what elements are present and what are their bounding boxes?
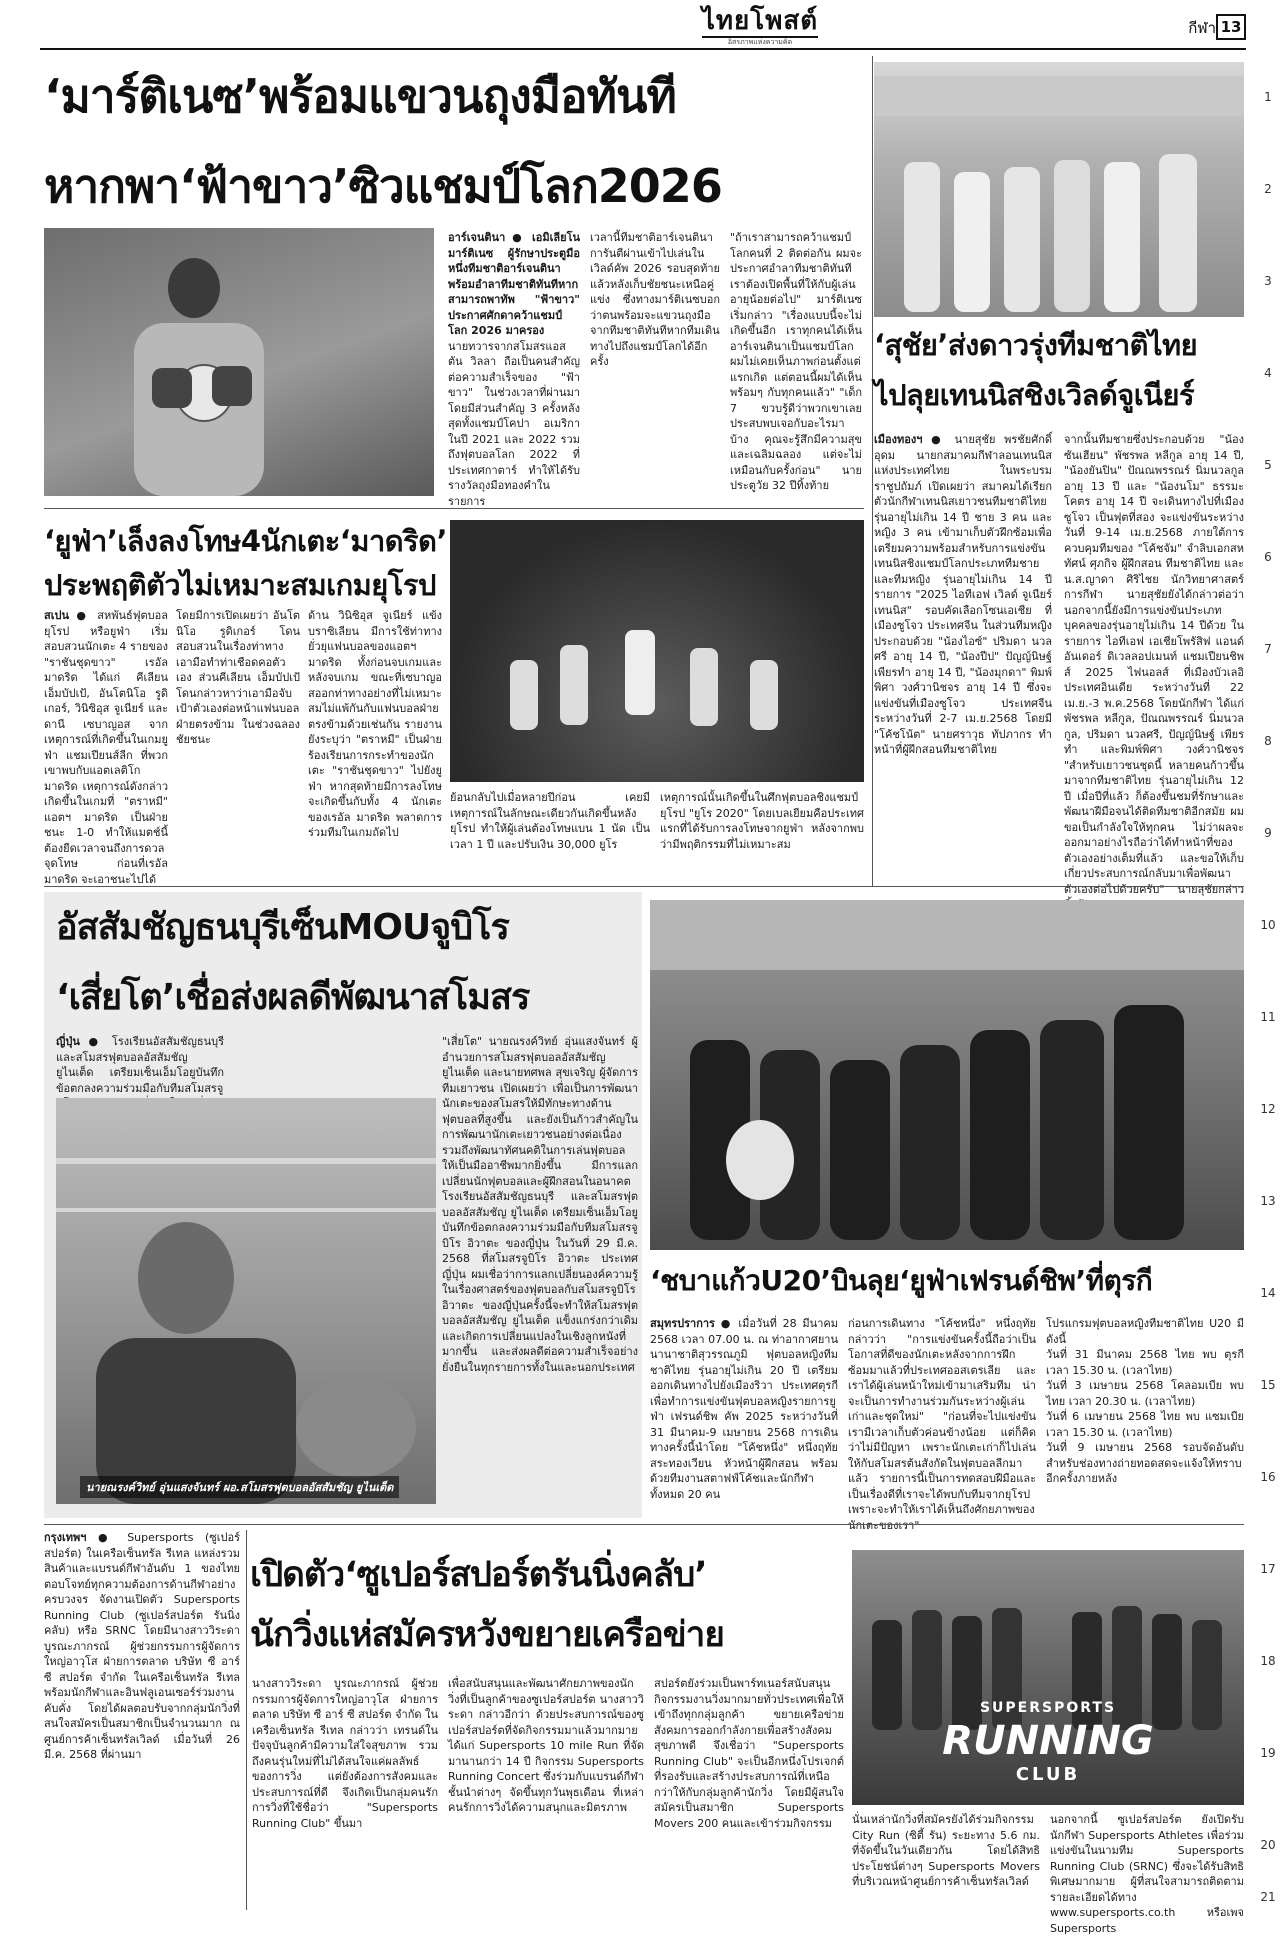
story4-headline-line2: ‘เสี่ยโต’เชื่อส่งผลดีพัฒนาสโมสร [56, 977, 530, 1018]
story6-body: นางสาววิระดา บูรณะภากรณ์ ผู้ช่วยกรรมการผู้จัดการใหญ่อาวุโส ฝ่ายการตลาด บริษัท ซี อาร์ ซี สปอร์ต จำกัด ในเครือเซ็นทรัล รีเทล กล่าวว่า เทรนด์ในปัจจุบันลูกค้ามีความใส่ใจสุขภาพ รวมถึงคนรุ่นใหม่ที่ไม่ได้สนใจแค่ผลลัพธ์ของการวิ่ง แต่ยังต้องการสังคมและประสบการณ์ที่ดี จึงเกิดเป็นกลุ่มคนรักการวิ่งที่ใช้ชื่อว่า "Supersports Running Club" ขึ้นมา [252, 1677, 438, 1830]
masthead-rule [40, 48, 1246, 50]
story5-headline: ‘ชบาแก้วU20’บินลุย‘ยูฟ่าเฟรนด์ชิพ’ที่ตุรกี [650, 1264, 1153, 1297]
newspaper-logo: ไทยโพสต์ [701, 6, 819, 36]
story6-headline-line1: เปิดตัว‘ซูเปอร์สปอร์ตรันนิ่งคลับ’ [250, 1555, 707, 1595]
masthead [520, 6, 1000, 46]
story1-quote: "เด็ก 7 ขวบรู้ดีว่าพวกเขาเลยประสบพบเจอกับอะไรมาบ้าง คุณจะรู้สึกมีความสุขและเฉลิมฉลอง แต่จะไม่เหมือนกับครั้งก่อน" นายประตูวัย 32 ปีทิ้งท้าย [730, 386, 863, 492]
story2-body: ย้อนกลับไปเมื่อหลายปีก่อน เคยมีเหตุการณ์ในลักษณะเดียวกันเกิดขึ้นหลังยุโรป ทำให้ผู้เล่นต้องโทษแบน 1 นัด เป็นเวลา 1 ปี และปรับเงิน 30,000 ยูโร [450, 791, 650, 851]
story2-column-4 [450, 790, 650, 874]
ruler-mark: 1 [1264, 90, 1272, 104]
ruler-mark: 21 [1260, 1890, 1276, 1904]
story3-photo-tennis-team [874, 62, 1244, 317]
team-airport-illustration [650, 900, 1244, 1250]
supersports-logo-text: SUPERSPORTS [979, 1700, 1117, 1716]
story5-column-2 [848, 1316, 1036, 1532]
story6-column-6 [1050, 1812, 1244, 1935]
story3-column-1: เมืองทองฯ ● นายสุชัย พรชัยศักดิ์ อุดม นายกสมาคมกีฬาลอนเทนนิสแห่งประเทศไทย ในพระบรมราชูปถัมภ์ เปิดเผยว่า สมาคมได้เรียกตัวนักกีฬาเทนนิสเยาวชนทีมชาติไทย รุ่นอายุไม่เกิน 14 ปี ชาย 3 คน และหญิง 3 คน เข้ามาเก็บตัวฝึกซ้อมเพื่อเตรียมความพร้อมสำหรับการแข่งขันเทนนิสชิงแชมป์โลกประเภททีมชายและทีมหญิง รุ่นอายุไม่เกิน 14 ปี รายการ "2025 ไอทีเอฟ เวิลด์ จูเนียร์ เทนนิส" รอบคัดเลือกโซนเอเชีย ที่เมืองซูโจว ประเทศจีน ในส่วนทีมหญิง ประกอบด้วย "น้องไอซ์" ปริมดา นวลศรี อายุ 14 ปี, "น้องปีป" ปัญญ์นิษฐ์ เพียรทำ อายุ 14 ปี, "น้องมุกดา" พิมพ์พิศา วงศ์วานิชจร อายุ 14 ปี ซึ่งจะแข่งขันที่เมืองซูโจว ประเทศจีน ระหว่างวันที่ 2-7 เม.ย.2568 โดยมี "โค้ชโน้ต" นายศราวุธ ทัปภากร ทำหน้าที่ผู้ฝึกสอนทีมชาติไทย [874, 433, 1052, 756]
director-illustration [56, 1098, 436, 1504]
story6-column-3 [448, 1676, 644, 1910]
story3-body: จากนั้นทีมชายซึ่งประกอบด้วย "น้องซันเฮียน" พัชรพล หลีกูล อายุ 14 ปี, "น้องยันปิน" ปัณณพรรณร์ นิ่มนวลกูล อายุ 13 ปี และ "น้องนโม" ธรรมะโคตร อายุ 14 ปี จะเดินทางไปที่เมืองซูโจว เป็นฟุตที่สอง จะแข่งขันระหว่างวันที่ 9-14 เม.ย.2568 ภายใต้การควบคุมทีมของ "โค้ชจัม" จำลิบเอกสหทัศน์ ศุภกิจ ผู้ฝึกสอน ทีมชาติไทย และ น.ส.ญาดา ศิริไชย นักวิทยาศาสตร์การกีฬา [1064, 433, 1244, 601]
story5-column-3 [1046, 1316, 1244, 1516]
story3-dateline: เมืองทองฯ [874, 433, 923, 446]
story3-headline-line2: ไปลุยเทนนิสชิงเวิลด์จูเนียร์ [874, 378, 1195, 412]
story2-headline-line2: ประพฤติตัวไม่เหมาะสมเกมยุโรป [44, 568, 436, 602]
ruler-mark: 2 [1264, 182, 1272, 196]
story5-column-1: สมุทรปราการ ● เมื่อวันที่ 28 มีนาคม 2568 เวลา 07.00 น. ณ ท่าอากาศยานนานาชาติสุวรรณภูมิ ฟุตบอลหญิงทีมชาติไทย รุ่นอายุไม่เกิน 20 ปี เตรียมออกเดินทางไปยังเมืองริวา ประเทศตุรกี เพื่อทำการแข่งขันฟุตบอลหญิงรายการยูฟ่า เฟรนด์ชิพ คัพ 2025 ระหว่างวันที่ 31 มีนาคม-9 เมษายน 2568 การเดินทางครั้งนี้นำโดย "โค้ชหนึ่ง" หนึ่งฤทัย สระทองเวียน หัวหน้าผู้ฝึกสอน พร้อมด้วยทีมงานสตาฟฟ์โค้ชและนักกีฬาทั้งหมด 20 คน [650, 1317, 838, 1501]
section-rule [44, 1524, 1244, 1525]
story6-body: สปอร์ตยังร่วมเป็นพาร์ทเนอร์สนับสนุนกิจกรรมงานวิ่งมากมายทั่วประเทศเพื่อให้เข้าถึงทุกกลุ่มลูกค้า ขยายเครือข่ายสังคมการออกกำลังกายเพื่อสร้างสังคมสุขภาพดี จึงเชื่อว่า "Supersports Running Club" จะเป็นอีกหนึ่งโปรเจกต์ที่รองรับและสร้างประสบการณ์ที่เหนือกว่าให้กับกลุ่มลูกค้านักวิ่ง โดยมีผู้สนใจสมัครเป็นสมาชิก Supersports Movers 200 คนและเข้าร่วมกิจกรรม [654, 1677, 844, 1830]
story5-dateline: สมุทรปราการ [650, 1317, 715, 1330]
ruler-mark: 14 [1260, 1286, 1276, 1300]
tennis-team-illustration [874, 62, 1244, 317]
story2-dateline: สเปน [44, 609, 69, 622]
ruler-mark: 18 [1260, 1654, 1276, 1668]
column-rule [246, 1530, 247, 1910]
story2-body: เหตุการณ์ดังกล่าวเกิดขึ้นในเกมที่ "ตราหมี" แอตฯ มาดริด เป็นฝ่ายชนะ 1-0 ทำให้แมตช์นี้ต้องยืดเวลาจนถึงการดวลจุดโทษ ก่อนที่เรอัล มาดริด จะเอาชนะไปได้ [44, 779, 168, 886]
story5-body: เมื่อวันที่ 28 มีนาคม 2568 เวลา 07.00 น. ณ ท่าอากาศยานนานาชาติสุวรรณภูมิ ฟุตบอลหญิงทีมชาติไทย รุ่นอายุไม่เกิน 20 ปี เตรียมออกเดินทางไปยังเมืองริวา ประเทศตุรกี เพื่อทำการแข่งขันฟุตบอลหญิงรายการยูฟ่า เฟรนด์ชิพ คัพ 2025 ระหว่างวันที่ 31 มีนาคม-9 เมษายน 2568 [650, 1317, 838, 1439]
story6-dateline: กรุงเทพฯ [44, 1531, 87, 1544]
story2-column-1: สเปน ● สหพันธ์ฟุตบอลยุโรป หรือยูฟ่า เริ่มสอบสวนนักเตะ 4 รายของ "ราชันชุดขาว" เรอัล มาดริด ได้แก่ คีเลียน เอ็มบัปเป้, อันโตนิโอ รูดิเกอร์, วินิซิอุส จูเนียร์ และดานี เซบาญอส จากเหตุการณ์ที่เกิดขึ้นในเกมยูฟ่า แชมเปียนส์ลีก ที่พวกเขาพบกับแอตเลติโก มาดริด เหตุการณ์ดังกล่าวเกิดขึ้นในเกมที่ "ตราหมี" แอตฯ มาดริด เป็นฝ่ายชนะ 1-0 ทำให้แมตช์นี้ต้องยืดเวลาจนถึงการดวลจุดโทษ ก่อนที่เรอัล มาดริด จะเอาชนะไปได้ [44, 609, 168, 886]
story1-body: เวลานี้ทีมชาติอาร์เจนตินาการันตีผ่านเข้าไปเล่นในเวิลด์คัพ 2026 รอบสุดท้ายแล้วหลังเก็บชัยชนะเหนือคู่แข่ง ซึ่งทางมาร์ติเนซบอกว่าตนพร้อมจะแขวนถุงมือจากทีมชาติทันทีหากทีมเดินทางไปถึงแชมป์โลกได้อีกครั้ง [590, 231, 720, 368]
story4-column-2 [442, 1034, 638, 1504]
ruler-mark: 15 [1260, 1378, 1276, 1392]
story5-body: "ก่อนที่จะไปแข่งขันเรามีเวลาเก็บตัวค่อนข้างน้อย แต่ก็คิดว่าไม่มีปัญหา เพราะนักเตะเก่าก็ไปเล่นให้กับสโมสรต้นสังกัดในฟุตบอลลีกมาแล้ว รายการนี้เป็นการทดสอบฝีมือและเป็นเรื่องดีที่เราจะได้พบกับทีมจากยุโรป เพราะจะทำให้เราได้เห็นถึงศักยภาพของนักเตะของเรา" [848, 1410, 1036, 1532]
story2-photo-celebration [450, 520, 864, 782]
story3-headline-line1: ‘สุชัย’ส่งดาวรุ่งทีมชาติไทย [874, 328, 1198, 362]
section-label: กีฬา [1188, 19, 1216, 37]
story4-body: โรงเรียนอัสสัมชัญธนบุรี และสโมสรฟุตบอลอัสสัมชัญ ยูไนเต็ด เตรียมเซ็นเอ็มโอยูบันทึกข้อตกลงความร่วมมือกับทีมสโมสรจู [56, 1035, 224, 1095]
story1-headline-line1: ‘มาร์ติเนซ’พร้อมแขวนถุงมือทันที [44, 69, 676, 123]
story6-body: เพื่อสนับสนุนและพัฒนาศักยภาพของนักวิ่งที่เป็นลูกค้าของซูเปอร์สปอร์ต นางสาววิระดา กล่าวอีกว่า ด้วยประสบการณ์ของซูเปอร์สปอร์ตที่จัดกิจกรรมมาแล้วมากมาย ได้แก่ Supersports 10 mile Run ที่จัดมานานกว่า 14 ปี กิจกรรม Supersports Running Concert ซึ่งร่วมกับแบรนด์กีฬาชั้นนำต่างๆ จัดขึ้นทุกวันพุธเดือน ที่เหล่าคนรักการวิ่งได้ความสนุกและมิตรภาพ [448, 1677, 644, 1814]
story2-headline-line1: ‘ยูฟ่า’เล็งลงโทษ4นักเตะ‘มาดริด’ [44, 524, 447, 558]
story1-quote: "ถ้าเราสามารถคว้าแชมป์โลกคนที่ 2 ติดต่อกัน ผมจะประกาศอำลาทีมชาติทันที เราต้องเปิดพื้นที่ให้กับผู้เล่นอายุน้อยต่อไป" มาร์ติเนซเริ่มกล่าว [730, 231, 862, 322]
story5-schedule-item: วันที่ 6 เมษายน 2568 ไทย พบ แซมเบีย เวลา 15.30 น. (เวลาไทย) [1046, 1410, 1244, 1439]
masthead-tagline: อิสรภาพแห่งความคิด [727, 38, 793, 46]
story1-dateline: อาร์เจนตินา [448, 231, 506, 244]
ruler-mark: 4 [1264, 366, 1272, 380]
section-rule [44, 886, 1244, 887]
story4-dateline: ญี่ปุ่น [56, 1035, 80, 1048]
story1-lead: เอมิเลียโน มาร์ติเนซ ผู้รักษาประตูมือหนึ่งทีมชาติอาร์เจนตินา พร้อมอำลาทีมชาติทันทีหากสามารถพาทัพ "ฟ้าขาว" ประกาศศักดาคว้าแชมป์โลก 2026 มาครอง [448, 231, 580, 337]
story1-headline-line2: หากพา‘ฟ้าขาว’ซิวแชมป์โลก2026 [44, 159, 722, 213]
ruler-mark: 6 [1264, 550, 1272, 564]
story2-body: รายงานยังระบุว่า "ตราหมี" เป็นฝ่ายร้องเรียนการกระทำของนักเตะ "ราชันชุดขาว" ไปยังยูฟ่า หากสุดท้ายมีการลงโทษจะเกิดขึ้นกับทั้ง 4 นักเตะของเรอัล มาดริด พลาดการร่วมทีมในเกมถัดไป [308, 717, 442, 839]
ruler-mark: 9 [1264, 826, 1272, 840]
story3-body: ในส่วนทีมหญิง ประกอบด้วย "น้องไอซ์" ปริมดา นวลศรี อายุ 14 ปี, "น้องปีป" ปัญญ์นิษฐ์ เพียรทำ อายุ 14 ปี, "น้องมุกดา" พิมพ์พิศา วงศ์วานิชจร อายุ 14 ปี ซึ่งจะแข่งขันที่เมืองซูโจว ประเทศจีน ระหว่างวันที่ 2-7 เม.ย.2568 โดยมี "โค้ชโน้ต" นายศราวุธ ทัปภากร ทำหน้าที่ผู้ฝึกสอนทีมชาติไทย [874, 619, 1052, 756]
running-logo-text: RUNNING [942, 1718, 1154, 1764]
story4-headline-line1: อัสสัมชัญธนบุรีเซ็นMOUจูบิโร [56, 907, 509, 948]
column-rule [872, 56, 873, 886]
ruler-mark: 10 [1260, 918, 1276, 932]
story5-photo-team-airport [650, 900, 1244, 1250]
ruler-mark: 17 [1260, 1562, 1276, 1576]
page-number: 13 [1216, 14, 1246, 40]
players-illustration [450, 520, 864, 782]
story3-column-2 [1064, 432, 1244, 896]
story4-column-1: ญี่ปุ่น ● โรงเรียนอัสสัมชัญธนบุรี และสโมสรฟุตบอลอัสสัมชัญ ยูไนเต็ด เตรียมเซ็นเอ็มโอยูบันทึกข้อตกลงความร่วมมือกับทีมสโมสรจู [56, 1034, 224, 1092]
story6-column-2 [252, 1676, 438, 1910]
ruler-mark: 8 [1264, 734, 1272, 748]
story6-body: นอกจากนี้ ซูเปอร์สปอร์ต ยังเปิดรับนักกีฬา Supersports Athletes เพื่อร่วมแข่งขันในนามทีม Supersports Running Club (SRNC) ซึ่งจะได้รับสิทธิพิเศษมากมาย ผู้ที่สนใจสามารถติดตามรายละเอียดได้ทาง www.supersports.co.th หรือเพจ Supersports [1050, 1813, 1244, 1935]
story5-schedule-item: วันที่ 9 เมษายน 2568 รอบจัดอันดับ สำหรับช่องทางถ่ายทอดสดจะแจ้งให้ทราบอีกครั้งภายหลัง [1046, 1441, 1244, 1485]
story6-column-5 [852, 1812, 1040, 1910]
story4-body: "เสี่ยโต" นายณรงค์วิทย์ อุ่นแสงจันทร์ ผู้อำนวยการสโมสรฟุตบอลอัสสัมชัญ ยูไนเต็ด และนายทศพล สุขเจริญ ผู้จัดการทีมเยาวชน เปิดเผยว่า เพื่อเป็นการพัฒนานักเตะของสโมสรให้มีทักษะทางด้านฟุตบอลที่สูงขึ้น และยังเป็นก้าวสำคัญในการพัฒนานักเตะเยาวชนอย่างต่อเนื่อง รวมถึงพัฒนาทัศนคติในการเล่นฟุตบอลให้เป็นมืออาชีพมากยิ่งขึ้น มีการแลกเปลี่ยนนักฟุตบอลและผู้ฝึกสอนในอนาคต โรงเรียนอัสสัมชัญธนบุรี และสโมสรฟุตบอลอัสสัมชัญ ยูไนเต็ด เตรียมเซ็นเอ็มโอยูบันทึกข้อตกลงความร่วมมือกับทีมสโมสรจูบิโร อิวาตะ ของญี่ปุ่น ในวันที่ 29 มี.ค. 2568 ที่สโมสรจูบิโร อิวาตะ ประเทศญี่ปุ่น [442, 1035, 638, 1281]
story4-photo-caption: นายณรงค์วิทย์ อุ่นแสงจันทร์ ผอ.สโมสรฟุตบอลอัสสัมชัญ ยูไนเต็ด [80, 1476, 399, 1498]
story2-body: ด้าน วินิซิอุส จูเนียร์ แข้งบราซิเลียน มีการใช้ท่าทางยั่วยุแฟนบอลของแอตฯ มาดริด ทั้งก่อนจบเกมและหลังจบเกม ขณะที่เซบาญอสออกท่าทางอย่างที่ไม่เหมาะสมไม่แพ้กันกับแฟนบอลฝ่ายตรงข้ามด้วยเช่นกัน [308, 609, 442, 731]
story6-photo-running-club [852, 1550, 1244, 1805]
section-rule [44, 508, 864, 509]
story2-body: โดยมีการเปิดเผยว่า อันโตนิโอ รูดิเกอร์ โดนสอบสวนในเรื่องท่าทางเอามือทำท่าเชือดคอตัวเอง ส่วนคีเลียน เอ็มบัปเป้โดนกล่าวหาว่าเอามือจับเป้าตัวเองต่อหน้าแฟนบอลฝ่ายตรงข้าม ในช่วงฉลองชัยชนะ [176, 609, 300, 746]
story5-body: ก่อนการเดินทาง "โค้ชหนึ่ง" หนึ่งฤทัย กล่าวว่า "การแข่งขันครั้งนี้ถือว่าเป็นโอกาสที่ดีของนักเตะหลังจากการฝึกซ้อมมาแล้วที่ประเทศออสเตรเลีย และเราได้ผู้เล่นหน้าใหม่เข้ามาเสริมทีม น่าจะเป็นการทำงานร่วมกันระหว่างผู้เล่นเก่าและชุดใหม่" [848, 1317, 1036, 1423]
story1-column-3 [730, 230, 862, 498]
story5-schedule-item: วันที่ 3 เมษายน 2568 โคลอมเบีย พบ ไทย เวลา 20.30 น. (เวลาไทย) [1046, 1379, 1244, 1408]
ruler-mark: 16 [1260, 1470, 1276, 1484]
story4-photo-director [56, 1098, 436, 1504]
ruler-mark: 7 [1264, 642, 1272, 656]
story6-headline-line2: นักวิ่งแห่สมัครหวังขยายเครือข่าย [250, 1615, 724, 1655]
ruler-mark: 20 [1260, 1838, 1276, 1852]
story2-column-2 [176, 608, 300, 873]
story6-body: Supersports (ซูเปอร์สปอร์ต) ในเครือเซ็นทรัล รีเทล แหล่งรวมสินค้าและแบรนด์กีฬาอันดับ 1 ของไทย ตอบโจทย์ทุกความต้องการด้านกีฬาอย่างครบวงจร จัดงานเปิดตัว Supersports Running Club (ซูเปอร์สปอร์ต รันนิ่ง คลับ) หรือ SRNC โดยมีนางสาววิระดา บูรณะภากรณ์ ผู้ช่วยกรรมการผู้จัดการใหญ่อาวุโส ฝ่ายการตลาด บริษัท ซี อาร์ ซี สปอร์ต จำกัด ในเครือเซ็นทรัล รีเทล พร้อมนักกีฬาและอินฟลูเอนเซอร์ร่วมงานคับคั่ง โดยได้ผลตอบรับจากกลุ่มนักวิ่งที่สนใจสมัครเป็นสมาชิกเป็นจำนวนมาก ณ ศูนย์การค้าเซ็นทรัลเวิลด์ เมื่อวันที่ 26 มี.ค. 2568 ที่ผ่านมา [44, 1531, 241, 1761]
story3-body: "สำหรับเยาวชนชุดนี้ หลายคนก้าวขึ้นมาจากทีมชาติไทย รุ่นอายุไม่เกิน 12 ปี เมื่อปีที่แล้ว ก็ต้องขึ้นชมที่รักษาและพัฒนาฝีมือจนได้ติดทีมชาติอีกสมัย ผมขอเป็นกำลังใจให้ทุกคน ไม่ว่าผลจะออกมาอย่างไรถือว่าได้ทำหน้าที่ของตัวเองอย่างเต็มที่แล้ว และขอให้เก็บเกี่ยวประสบการณ์กลับมาเพื่อพัฒนาตัวเองต่อไปด้วยครับ" นายสุชัยกล่าว [1064, 758, 1244, 896]
story2-body: เหตุการณ์นั้นเกิดขึ้นในศึกฟุตบอลชิงแชมป์ยุโรป "ยูโร 2020" โดยเบลเยียมคือประเทศแรกที่ได้รับการลงโทษจากยูฟ่า หลังจากพบว่ามีพฤติกรรมที่ไม่เหมาะสม [660, 791, 864, 851]
story2-body: สหพันธ์ฟุตบอลยุโรป หรือยูฟ่า เริ่มสอบสวนนักเตะ 4 รายของ "ราชันชุดขาว" เรอัล มาดริด ได้แก่ คีเลียน เอ็มบัปเป้, อันโตนิโอ รูดิเกอร์, วินิซิอุส จูเนียร์ และดานี เซบาญอส จากเหตุการณ์ที่เกิดขึ้นในเกมยูฟ่า แชมเปียนส์ลีก ที่พวกเขาพบกับแอตเลติโก มาดริด [44, 609, 168, 793]
ruler-mark: 3 [1264, 274, 1272, 288]
story5-schedule-item: วันที่ 31 มีนาคม 2568 ไทย พบ ตุรกี เวลา 15.30 น. (เวลาไทย) [1046, 1348, 1244, 1377]
story1-column-1: อาร์เจนตินา ● เอมิเลียโน มาร์ติเนซ ผู้รักษาประตูมือหนึ่งทีมชาติอาร์เจนตินา พร้อมอำลาทีมชาติทันทีหากสามารถพาทัพ "ฟ้าขาว" ประกาศศักดาคว้าแชมป์โลก 2026 มาครอง นายทวารจากสโมสรแอสตัน วิลลา ถือเป็นคนสำคัญต่อความสำเร็จของ "ฟ้าขาว" ในช่วงเวลาที่ผ่านมา โดยมีส่วนสำคัญ 3 ครั้งหลังสุดทั้งแชมป์โคปา อเมริกา ในปี 2021 และ 2022 รวมถึงฟุตบอลโลก 2022 ที่ประเทศกาตาร์ ทำให้ได้รับรางวัลถุงมือทองคำในรายการ [448, 231, 580, 508]
club-logo-text: CLUB [1015, 1764, 1081, 1785]
story1-photo-goalkeeper [44, 228, 434, 496]
ruler-mark: 5 [1264, 458, 1272, 472]
story1-body: นายทวารจากสโมสรแอสตัน วิลลา ถือเป็นคนสำคัญต่อความสำเร็จของ "ฟ้าขาว" ในช่วงเวลาที่ผ่านมา โดยมีส่วนสำคัญ 3 ครั้งหลังสุดทั้งแชมป์โคปา อเมริกา ในปี 2021 และ 2022 รวมถึงฟุตบอลโลก 2022 ที่ประเทศกาตาร์ ทำให้ได้รับรางวัลถุงมือทองคำในรายการ [448, 339, 580, 508]
goalkeeper-illustration [44, 228, 434, 496]
story6-column-1: กรุงเทพฯ ● Supersports (ซูเปอร์สปอร์ต) ในเครือเซ็นทรัล รีเทล แหล่งรวมสินค้าและแบรนด์กีฬาอันดับ 1 ของไทย ตอบโจทย์ทุกความต้องการด้านกีฬาอย่างครบวงจร จัดงานเปิดตัว Supersports Running Club (ซูเปอร์สปอร์ต รันนิ่ง คลับ) หรือ SRNC โดยมีนางสาววิระดา บูรณะภากรณ์ ผู้ช่วยกรรมการผู้จัดการใหญ่อาวุโส ฝ่ายการตลาด บริษัท ซี อาร์ ซี สปอร์ต จำกัด ในเครือเซ็นทรัล รีเทล พร้อมนักกีฬาและอินฟลูเอนเซอร์ร่วมงานคับคั่ง โดยได้ผลตอบรับจากกลุ่มนักวิ่งที่สนใจสมัครเป็นสมาชิกเป็นจำนวนมาก ณ ศูนย์การค้าเซ็นทรัลเวิลด์ เมื่อวันที่ 26 มี.ค. 2568 ที่ผ่านมา [44, 1531, 241, 1761]
story6-body: นั่นเหล่านักวิ่งที่สมัครยังได้ร่วมกิจกรรม City Run (ซิตี้ รัน) ระยะทาง 5.6 กม. ที่จัดขึ้นในวันเดียวกัน โดยได้สิทธิประโยชน์ต่างๆ Supersports Movers ที่บริเวณหน้าศูนย์การค้าเซ็นทรัลเวิลด์ [852, 1813, 1040, 1888]
ruler-mark: 19 [1260, 1746, 1276, 1760]
story2-column-3 [308, 608, 442, 873]
story3-body: นายสุชัยยังได้กล่าวต่อว่า นอกจากนี้ยังมีการแข่งขันประเภทบุคคลของรุ่นอายุไม่เกิน 14 ปีด้วย ในรายการ ไอทีเอฟ เอเชียโพรัสิฟ แอนด์ อันเดอร์ ดิเวลลอปเมนท์ แชมเปียนชิพส์ 2025 ไฟนอลส์ ที่เมืองบัวเลอิ ประเทศอินเดีย ระหว่างวันที่ 22 เม.ย.-3 พ.ค.2568 โดยนักกีฬา ได้แก่ พัชรพล หลีกูล, ปัณณพรรณร์ นิ่มนวลกูล, ปริมดา นวลศรี, ปัญญ์นิษฐ์ เพียรทำ และพิมพ์พิศา วงศ์วานิชจร [1064, 588, 1244, 756]
story1-quote: "เรื่องแบบนี้จะไม่เกิดขึ้นอีก เราทุกคนได้เห็นอาร์เจนตินาเป็นแชมป์โลก ผมไม่เคยเห็นภาพก่อนตั้งแต่แรกเกิด แต่ตอนนี้ผมได้เห็นพร้อมๆ กับทุกคนแล้ว" [730, 308, 862, 399]
ruler-mark: 13 [1260, 1194, 1276, 1208]
ruler-mark: 11 [1260, 1010, 1276, 1024]
story3-body: นายสุชัย พรชัยศักดิ์ อุดม นายกสมาคมกีฬาลอนเทนนิสแห่งประเทศไทย ในพระบรมราชูปถัมภ์ เปิดเผยว่า สมาคมได้เรียกตัวนักกีฬาเทนนิสเยาวชนทีมชาติไทย รุ่นอายุไม่เกิน 14 ปี ชาย 3 คน และหญิง 3 คน เข้ามาเก็บตัวฝึกซ้อมเพื่อเตรียมความพร้อมสำหรับการแข่งขันเทนนิสชิงแชมป์โลกประเภททีมชายและทีมหญิง รุ่นอายุไม่เกิน 14 ปี รายการ "2025 ไอทีเอฟ เวิลด์ จูเนียร์ เทนนิส" รอบคัดเลือกโซนเอเชีย ที่เมืองซูโจว ประเทศจีน [874, 433, 1052, 632]
ruler-mark: 12 [1260, 1102, 1276, 1116]
story5-schedule-title: โปรแกรมฟุตบอลหญิงทีมชาติไทย U20 มีดังนี้ [1046, 1317, 1244, 1346]
story4-body: ผมเชื่อว่าการแลกเปลี่ยนองค์ความรู้ในเรื่องศาสตร์ของฟุตบอลกับสโมสรจูบิโร อิวาตะ ของญี่ปุ่นครั้งนี้จะทำให้สโมสรฟุตบอลอัสสัมชัญ ยูไนเต็ด แข็งแกร่งกว่าเดิมและเกิดการเปลี่ยนแปลงในเชิงลูกหนังที่มากขึ้น และส่งผลดีต่อความสำเร็จอย่างยั่งยืนในทุกรายการทั้งในและนอกประเทศ [442, 1267, 638, 1374]
story5-body: การเดินทางครั้งนี้นำโดย "โค้ชหนึ่ง" หนึ่งฤทัย สระทองเวียน หัวหน้าผู้ฝึกสอน พร้อมด้วยทีมงานสตาฟฟ์โค้ชและนักกีฬาทั้งหมด 20 คน [650, 1425, 838, 1501]
story2-column-5 [660, 790, 864, 874]
story6-column-4 [654, 1676, 844, 1910]
story1-column-2 [590, 230, 720, 498]
